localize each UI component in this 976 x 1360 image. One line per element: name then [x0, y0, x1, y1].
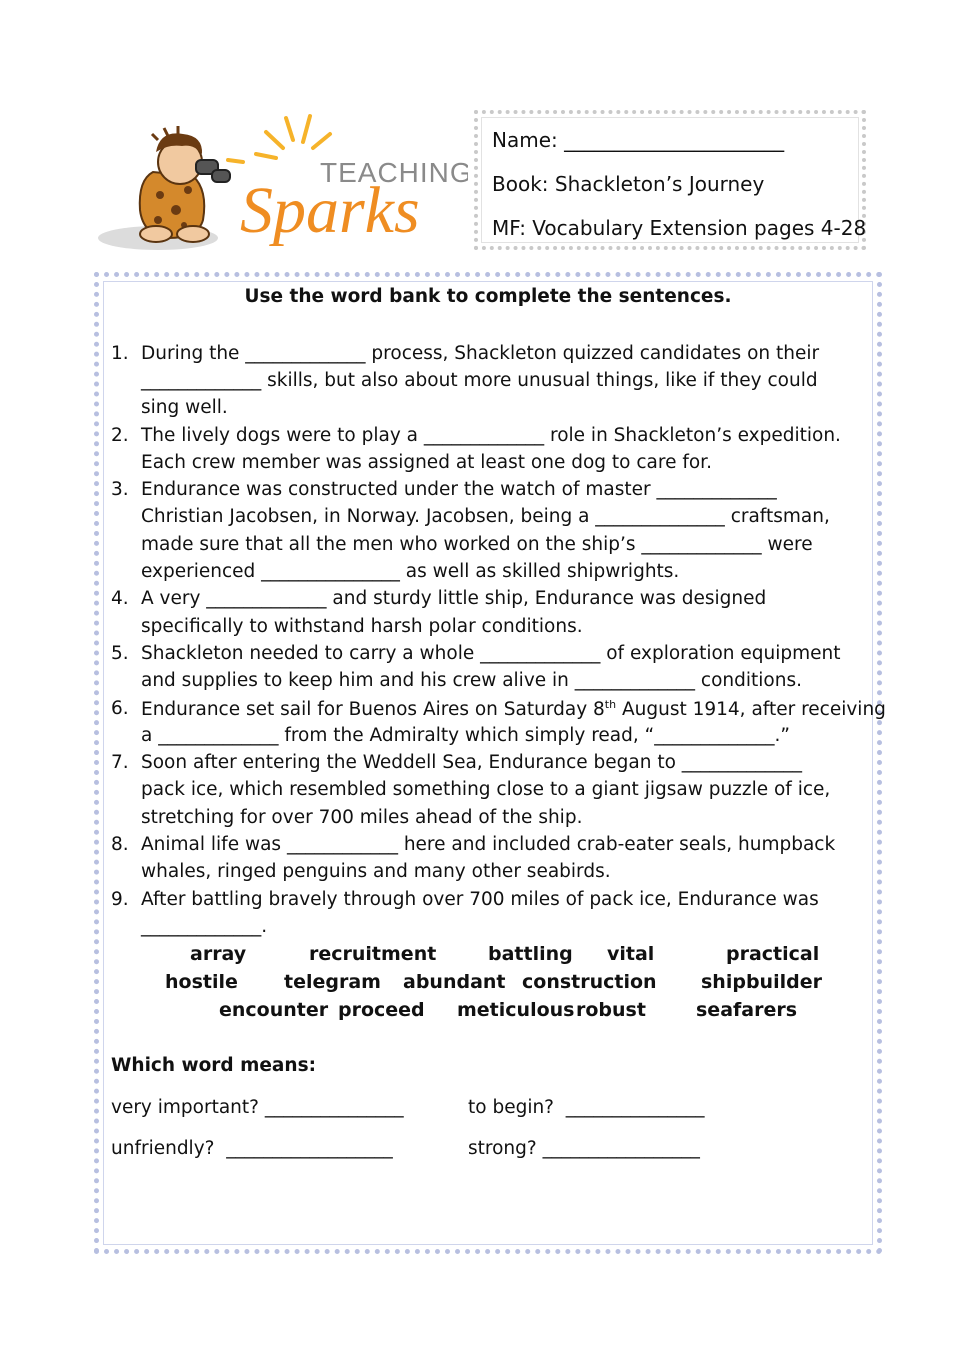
question-number: 9. — [111, 889, 129, 910]
word-bank-item: shipbuilder — [701, 971, 822, 993]
word-bank-item: robust — [576, 999, 646, 1021]
question-line: Christian Jacobsen, in Norway. Jacobsen, being a ______________ craftsman, — [141, 506, 830, 527]
question-line: Soon after entering the Weddell Sea, Endurance began to _____________ — [141, 752, 803, 773]
question-line: specifically to withstand harsh polar conditions. — [141, 616, 583, 637]
question-line: whales, ringed penguins and many other seabirds. — [141, 861, 611, 882]
question-line: _____________. — [141, 916, 268, 937]
question-line: sing well. — [141, 397, 228, 418]
question-line: After battling bravely through over 700 miles of pack ice, Endurance was — [141, 889, 819, 910]
question-line: The lively dogs were to play a _____________ role in Shackleton’s expedition. — [141, 425, 841, 446]
question-line: A very _____________ and sturdy little ship, Endurance was designed — [141, 588, 767, 609]
question-number: 2. — [111, 425, 129, 446]
word-bank-item: abundant — [403, 971, 506, 993]
question-line: a _____________ from the Admiralty which simply read, “_____________.” — [141, 725, 790, 746]
definition-prompt[interactable]: very important? _______________ — [111, 1097, 404, 1118]
question-line: _____________ skills, but also about more unusual things, like if they could — [141, 370, 818, 391]
teaching-sparks-logo — [98, 110, 468, 260]
question-number: 8. — [111, 834, 129, 855]
word-bank-item: proceed — [338, 999, 425, 1021]
question-number: 5. — [111, 643, 129, 664]
worksheet-title: MF: Vocabulary Extension pages 4-28 — [492, 216, 867, 240]
question-line: made sure that all the men who worked on the ship’s _____________ were — [141, 534, 813, 555]
word-bank-item: vital — [607, 943, 655, 965]
word-bank-item: construction — [522, 971, 657, 993]
caveman-mascot-icon — [98, 110, 468, 260]
name-field[interactable]: Name: ______________________ — [492, 128, 785, 152]
student-info-box — [474, 110, 866, 250]
svg-text:TEACHING: TEACHING — [320, 157, 468, 188]
question-line: pack ice, which resembled something close to a giant jigsaw puzzle of ice, — [141, 779, 831, 800]
question-line: and supplies to keep him and his crew alive in _____________ conditions. — [141, 670, 802, 691]
word-bank-item: recruitment — [309, 943, 437, 965]
question-text: August 1914, after receiving — [616, 699, 886, 721]
word-bank-item: encounter — [219, 999, 329, 1021]
instruction-heading: Use the word bank to complete the sentences. — [244, 286, 732, 307]
question-line: During the _____________ process, Shackleton quizzed candidates on their — [141, 343, 820, 364]
question-number: 7. — [111, 752, 129, 773]
question-number: 1. — [111, 343, 129, 364]
definition-prompt[interactable]: to begin? _______________ — [468, 1097, 705, 1118]
definition-prompt[interactable]: strong? _________________ — [468, 1138, 700, 1159]
word-bank-item: practical — [726, 943, 820, 965]
question-line: Each crew member was assigned at least one dog to care for. — [141, 452, 712, 473]
svg-text:Sparks: Sparks — [240, 174, 420, 247]
question-line — [141, 698, 886, 720]
book-title: Book: Shackleton’s Journey — [492, 172, 765, 196]
word-bank-item: meticulous — [457, 999, 575, 1021]
definition-prompt[interactable]: unfriendly? __________________ — [111, 1138, 393, 1159]
question-number: 6. — [111, 698, 129, 719]
word-bank-item: battling — [488, 943, 573, 965]
question-line: stretching for over 700 miles ahead of the ship. — [141, 807, 583, 828]
word-bank-item: hostile — [165, 971, 238, 993]
question-number: 4. — [111, 588, 129, 609]
question-number: 3. — [111, 479, 129, 500]
word-bank-item: telegram — [284, 971, 381, 993]
ordinal-suffix: th — [604, 698, 617, 711]
question-line: Endurance was constructed under the watch of master _____________ — [141, 479, 777, 500]
word-bank-item: seafarers — [696, 999, 798, 1021]
question-line: Shackleton needed to carry a whole _____________ of exploration equipment — [141, 643, 841, 664]
question-text: Endurance set sail for Buenos Aires on Saturday 8 — [141, 699, 605, 721]
question-line: Animal life was ____________ here and included crab-eater seals, humpback — [141, 834, 836, 855]
definitions-heading: Which word means: — [111, 1055, 316, 1076]
question-line: experienced _______________ as well as skilled shipwrights. — [141, 561, 680, 582]
word-bank-item: array — [190, 943, 247, 965]
